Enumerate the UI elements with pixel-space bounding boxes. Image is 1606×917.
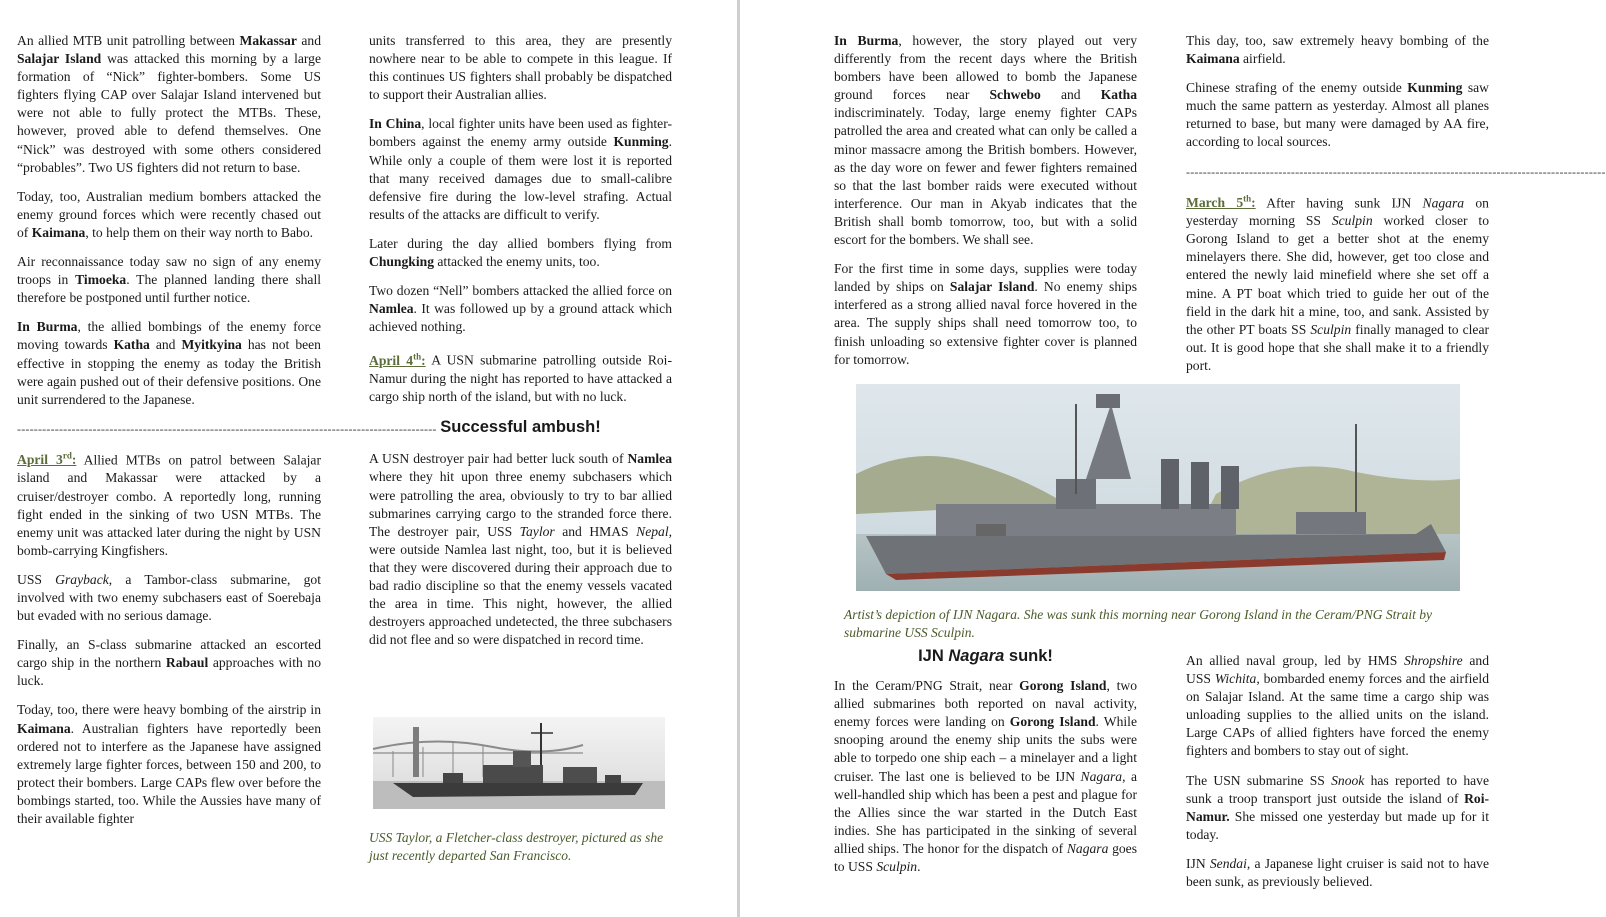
paragraph: USS Grayback, a Tambor-class submarine, got involved with two enemy subchasers east of Soerebaja but evaded with no serious damage. <box>17 571 322 624</box>
figure-caption: USS Taylor, a Fletcher-class destroyer, pictured as she just recently departed San Francisco. <box>369 830 664 863</box>
paragraph: An allied naval group, led by HMS Shropshire and USS Wichita, bombarded enemy forces and the airfield on Salajar Island. At the same time a cargo ship was unloading supplies to the allied units on the island. Large CAPs of allied fighters have forced the enemy fighters and bombers to stay out of sight. <box>1186 653 1489 759</box>
paragraph: In China, local fighter units have been used as fighter-bombers against the enemy army outside Kunming. While only a couple of them were lost it is reported that many received damages due to small-calibre defensive fire during the low-level strafing. Actual results of the attacks are difficult to verify. <box>369 116 672 222</box>
figure-caption: Artist’s depiction of IJN Nagara. She was sunk this morning near Gorong Island in the Ceram/PNG Strait by submarine USS Sculpin. <box>844 607 1432 640</box>
left-column-2 <box>369 32 672 660</box>
left-page <box>0 0 737 917</box>
paragraph: Two dozen “Nell” bombers attacked the allied force on Namlea. It was followed up by a ground attack which achieved nothing. <box>369 283 672 335</box>
article-headline: Successful ambush! <box>440 418 601 437</box>
right-column-1 <box>834 32 1137 380</box>
paragraph: In Burma, however, the story played out very differently from the recent days where the British bombers have been allowed to bomb the Japanese ground forces near Schwebo and Katha indiscriminately. Today, large enemy fighter CAPs patrolled the area and created what can only be called a minor massacre among the British bombers. However, as the day wore on fewer and fewer fighters remained so that the last bomber raids were executed without interference. Our man in Akyab indicates that the British shall bomb tomorrow, too, but with a solid escort for the bombers. We shall see. <box>834 33 1137 248</box>
paragraph: An allied MTB unit patrolling between Makassar and Salajar Island was attacked this morning by a large formation of “Nick” fighter-bombers. Some US fighters flying CAP over Salajar Island intervened but were not able to fully protect the MTBs. These, however, proved able to defend themselves. One “Nick” was destroyed with some others considered “probables”. Two US fighters did not return to base. <box>17 33 322 175</box>
paragraph: The USN submarine SS Snook has reported to have sunk a troop transport just outside the island of Roi-Namur. She missed one yesterday but made up for it today. <box>1186 772 1489 842</box>
cruiser-painting-caption-wrap <box>844 606 1484 641</box>
destroyer-photo <box>373 717 665 809</box>
cruiser-painting <box>856 384 1460 591</box>
date-heading: March 5th: <box>1186 193 1256 211</box>
paragraph: April 3rd: Allied MTBs on patrol between Salajar island and Makassar were attacked by a cruiser/destroyer combo. A reportedly long, running fight ended in the sinking of two USN MTBs. The enemy unit was attacked later during the night by USN bomb-carrying Kingfishers. <box>17 450 321 558</box>
paragraph: Today, too, Australian medium bombers attacked the enemy ground forces which were recently chased out of Kaimana, to help them on their way north to Babo. <box>17 188 321 240</box>
date-heading: April 4th: <box>369 351 426 368</box>
paragraph: Chinese strafing of the enemy outside Kunming saw much the same pattern as yesterday. Almost all planes returned to base, but many were damaged by AA fire, according to local sources. <box>1186 80 1489 150</box>
right-column-4 <box>1186 652 1489 902</box>
destroyer-photo-caption-wrap <box>369 829 673 864</box>
article-headline: IJN Nagara sunk! <box>918 647 1053 665</box>
paragraph: Later during the day allied bombers flying from Chungking attacked the enemy units, too. <box>369 235 672 270</box>
right-column-3 <box>834 647 1137 887</box>
paragraph: In the Ceram/PNG Strait, near Gorong Island, two allied submarines both reported on naval activity, enemy forces were landing on Gorong Island. While snooping around the enemy ship units the subs were able to torpedo one ship each – a minelayer and a light cruiser. The last one is believed to be IJN Nagara, a well-handled ship which has been a pest and plague for the Allies since the war started in the Dutch East indies. She has participated in the sinking of several allied ships. The honor for the dispatch of Nagara goes to USS Sculpin. <box>834 678 1138 875</box>
paragraph: Air reconnaissance today saw no sign of any enemy troops in Timoeka. The planned landing there shall therefore be postponed until further notice. <box>17 254 321 306</box>
right-column-2 <box>1186 32 1606 386</box>
date-heading: April 3rd: <box>17 450 77 468</box>
paragraph: IJN Sendai, a Japanese light cruiser is said not to have been sunk, as previously believed. <box>1186 855 1489 890</box>
paragraph: Finally, an S-class submarine attacked an escorted cargo ship in the northern Rabaul approaches with no luck. <box>17 637 321 689</box>
paragraph: A USN destroyer pair had better luck south of Namlea where they hit upon three enemy subchasers which were patrolling the area, obviously to try to bar allied submarines carrying cargo to the stranded force there. The destroyer pair, USS Taylor and HMAS Nepal, were outside Namlea last night, too, but it is believed that they were discovered during their approach due to bad radio discipline so that the enemy vessels vacated the area in time. This night, however, the allied destroyers approached undetected, the three subchasers did not flee and so were dispatched in record time. <box>369 451 672 648</box>
section-divider: ---------------------------------------------------------------------------------------------------- <box>17 421 437 436</box>
paragraph: Today, too, there were heavy bombing of the airstrip in Kaimana. Australian fighters have reportedly been ordered not to interfere as the Japanese have assigned extremely large fighter forces, between 150 and 200, to protect their bombers. Large CAPs flew over before the bombings started, too. While the Aussies have many of their available fighter <box>17 702 321 826</box>
paragraph: units transferred to this area, they are presently nowhere near to be able to compete in this league. If this continues US fighters shall probably be dispatched to support their Australian allies. <box>369 33 672 103</box>
paragraph: This day, too, saw extremely heavy bombing of the Kaimana airfield. <box>1186 33 1489 67</box>
paragraph: For the first time in some days, supplies were today landed by ships on Salajar Island. No enemy ships interfered as a strong allied naval force hovered in the area. The supply ships shall need tomorrow too, to finish unloading so extensive fighter cover is planned for tomorrow. <box>834 261 1137 367</box>
paragraph: In Burma, the allied bombings of the enemy force moving towards Katha and Myitkyina has not been effective in stopping the enemy as today the British were again pushed out of their defensive positions. One unit surrendered to the Japanese. <box>17 319 322 407</box>
paragraph: April 4th: A USN submarine patrolling outside Roi-Namur during the night has reported to have attacked a cargo ship north of the island, but with no luck. <box>369 351 672 405</box>
right-page <box>740 0 1606 917</box>
paragraph: March 5th: After having sunk IJN Nagara on yesterday morning SS Sculpin worked closer to Gorong Island to get a better shot at the enemy minelayers there. She did, however, get too close and entered the newly laid minefield where she set off a mine. A PT boat which tried to guide her out of the field in the dark hit a mine, too, and sank. Assisted by the other PT boats SS Sculpin finally managed to clear out. It is good hope that she shall make it to a friendly port. <box>1186 193 1489 373</box>
section-divider: ---------------------------------------------------------------------------------------------------- <box>1186 164 1606 179</box>
